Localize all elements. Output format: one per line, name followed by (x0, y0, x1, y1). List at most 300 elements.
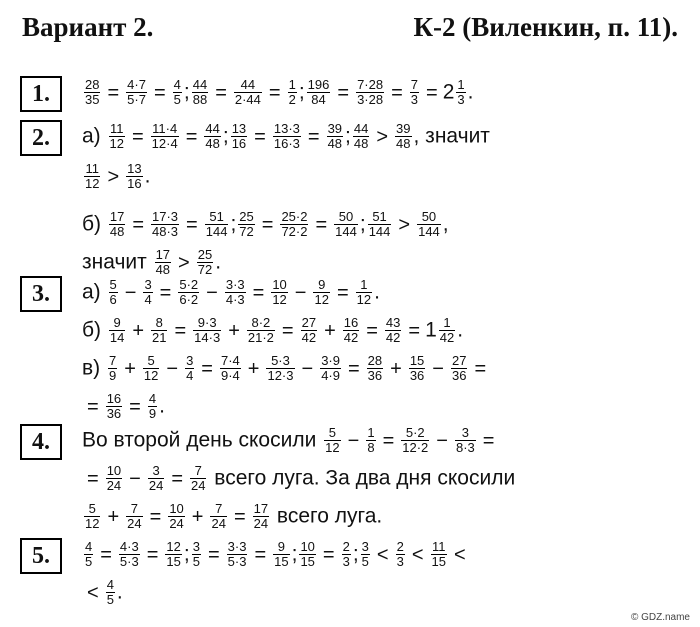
text-segment: а) (82, 124, 107, 148)
denominator: 88 (192, 92, 208, 108)
task-line (82, 532, 471, 576)
operator: − (166, 357, 179, 380)
numerator: 39 (396, 121, 411, 137)
operator: = (153, 81, 166, 104)
text-segment: б) (82, 212, 107, 236)
operator: = (131, 125, 144, 148)
denominator: 15 (300, 554, 315, 570)
text-segment: всего луга. За два дня скосили (208, 466, 516, 490)
numerator: 7 (130, 501, 138, 517)
fraction (385, 316, 401, 345)
denominator: 48 (155, 262, 171, 278)
numerator: 4 (85, 539, 93, 555)
denominator: 15 (274, 554, 289, 570)
fraction (231, 122, 247, 151)
denominator: 12 (143, 368, 159, 384)
text-segment: , значит (413, 124, 490, 148)
numerator: 1 (288, 77, 296, 93)
operator: = (207, 543, 220, 566)
fraction (220, 354, 241, 383)
fraction (439, 316, 455, 345)
fraction (173, 78, 182, 107)
operator: = (482, 429, 495, 452)
denominator: 3 (457, 92, 465, 108)
denominator: 21·2 (247, 330, 274, 346)
fraction (178, 278, 199, 307)
numerator: 5 (109, 277, 117, 293)
denominator: 12 (85, 516, 100, 532)
denominator: 36 (106, 406, 122, 422)
fraction (353, 122, 369, 151)
denominator: 16·3 (273, 136, 300, 152)
fraction (455, 426, 476, 455)
denominator: 5 (361, 554, 369, 570)
numerator: 17 (155, 247, 171, 263)
numerator: 25 (239, 209, 254, 225)
denominator: 3 (396, 554, 404, 570)
denominator: 4·9 (321, 368, 340, 384)
fraction (168, 502, 184, 531)
operator: = (87, 467, 99, 490)
fraction (395, 122, 411, 151)
denominator: 12·3 (267, 368, 294, 384)
operator: = (149, 505, 162, 528)
denominator: 2·44 (234, 92, 261, 108)
denominator: 48 (353, 136, 369, 152)
text-segment: . (215, 250, 222, 274)
operator: = (185, 125, 198, 148)
fraction (320, 354, 341, 383)
numerator: 2 (396, 539, 404, 555)
numerator: 11 (85, 161, 99, 177)
denominator: 6·2 (179, 292, 199, 308)
fraction (151, 210, 179, 239)
denominator: 42 (343, 330, 359, 346)
fraction (84, 162, 100, 191)
operator: = (322, 543, 335, 566)
numerator: 44 (192, 77, 208, 93)
operator: + (247, 357, 260, 380)
text-segment: всего луга. (271, 504, 383, 528)
operator: − (301, 357, 314, 380)
operator: = (337, 81, 350, 104)
operator: − (129, 467, 141, 490)
denominator: 9 (108, 368, 117, 384)
operator: + (107, 505, 120, 528)
fraction (367, 354, 383, 383)
operator: = (100, 543, 112, 566)
denominator: 48 (109, 224, 125, 240)
numerator: 11 (110, 121, 124, 137)
numerator: 4 (148, 391, 157, 407)
task-line (82, 154, 150, 198)
fraction (366, 426, 375, 455)
fraction (247, 316, 275, 345)
numerator: 16 (106, 391, 122, 407)
denominator: 144 (335, 224, 357, 240)
fraction (299, 540, 315, 569)
denominator: 12 (314, 292, 329, 308)
operator: + (390, 357, 402, 380)
fraction (109, 122, 125, 151)
fraction (106, 464, 122, 493)
numerator: 1 (457, 77, 465, 93)
fraction (192, 78, 208, 107)
numerator: 3 (461, 425, 469, 441)
denominator: 24 (211, 516, 226, 532)
text-segment: Во второй день скосили (82, 428, 323, 452)
fraction (356, 78, 384, 107)
text-segment: , (442, 212, 449, 236)
text-segment: . (159, 394, 165, 418)
fraction (143, 354, 159, 383)
task-number: 5. (20, 538, 62, 574)
fraction (356, 278, 372, 307)
mixed-number-integer: 2 (442, 80, 455, 104)
fraction (409, 354, 425, 383)
denominator: 12 (325, 440, 340, 456)
mixed-number-integer: 1 (425, 318, 437, 342)
denominator: 48 (396, 136, 411, 152)
text-segment: ; (222, 124, 229, 148)
fraction (109, 316, 125, 345)
fraction (273, 122, 301, 151)
fraction (324, 426, 340, 455)
task-number: 1. (20, 76, 62, 112)
denominator: 12·4 (151, 136, 178, 152)
numerator: 4·3 (119, 539, 139, 555)
fraction (396, 540, 405, 569)
numerator: 4·7 (127, 77, 146, 93)
operator: = (146, 543, 159, 566)
numerator: 7 (215, 501, 223, 517)
numerator: 39 (327, 121, 343, 137)
operator: = (426, 81, 438, 104)
fraction (126, 162, 142, 191)
denominator: 12 (356, 292, 372, 308)
fraction (327, 122, 343, 151)
fraction (288, 78, 297, 107)
denominator: 16 (127, 176, 142, 192)
denominator: 12·2 (402, 440, 429, 456)
numerator: 13 (127, 161, 142, 177)
denominator: 24 (148, 478, 164, 494)
fraction (313, 278, 329, 307)
fraction (205, 210, 229, 239)
numerator: 3 (361, 539, 369, 555)
denominator: 14·3 (194, 330, 221, 346)
numerator: 50 (338, 209, 354, 225)
denominator: 12 (85, 176, 100, 192)
text-segment: ; (352, 542, 359, 566)
operator: = (347, 357, 360, 380)
operator: < (411, 543, 424, 566)
operator: − (432, 357, 444, 380)
operator: = (391, 81, 403, 104)
denominator: 144 (205, 224, 228, 240)
fraction (109, 278, 118, 307)
fraction (280, 210, 308, 239)
numerator: 13 (231, 121, 247, 137)
text-segment: значит (82, 250, 153, 274)
denominator: 144 (368, 224, 391, 240)
fraction (410, 78, 419, 107)
numerator: 10 (106, 463, 122, 479)
fraction (238, 210, 254, 239)
task-number: 2. (20, 120, 62, 156)
fraction (417, 210, 441, 239)
numerator: 25 (197, 247, 213, 263)
operator: = (107, 81, 120, 104)
text-segment: ; (298, 80, 305, 104)
operator: = (201, 357, 213, 380)
numerator: 10 (300, 539, 315, 555)
numerator: 8 (155, 315, 163, 331)
fraction (204, 122, 220, 151)
fraction (210, 502, 226, 531)
fraction (193, 316, 221, 345)
numerator: 4 (173, 77, 181, 93)
denominator: 72 (197, 262, 213, 278)
operator: = (132, 213, 145, 236)
fraction (84, 78, 100, 107)
numerator: 1 (367, 425, 375, 441)
denominator: 42 (439, 330, 455, 346)
operator: = (307, 125, 320, 148)
operator: = (281, 319, 294, 342)
fraction (148, 464, 164, 493)
fraction (151, 122, 179, 151)
denominator: 5 (173, 92, 181, 108)
fraction (109, 210, 125, 239)
fraction (225, 278, 246, 307)
denominator: 16 (231, 136, 247, 152)
numerator: 3·3 (225, 277, 245, 293)
fraction (119, 540, 140, 569)
operator: = (408, 319, 421, 342)
denominator: 35 (85, 92, 100, 108)
operator: > (376, 125, 389, 148)
fraction (108, 354, 117, 383)
operator: − (436, 429, 448, 452)
denominator: 3 (410, 92, 419, 108)
operator: = (215, 81, 227, 104)
numerator: 27 (301, 315, 317, 331)
numerator: 5 (328, 425, 337, 441)
text-segment: ; (291, 542, 298, 566)
numerator: 28 (367, 353, 383, 369)
fraction (301, 316, 317, 345)
fraction (192, 540, 201, 569)
fraction (84, 540, 93, 569)
operator: = (186, 213, 198, 236)
fraction (271, 278, 287, 307)
numerator: 50 (421, 209, 437, 225)
operator: + (324, 319, 336, 342)
numerator: 9 (318, 277, 326, 293)
text-segment: а) (82, 280, 107, 304)
denominator: 15 (166, 554, 181, 570)
denominator: 48 (327, 136, 343, 152)
text-segment: . (467, 80, 474, 104)
fraction (451, 354, 467, 383)
operator: + (228, 319, 240, 342)
operator: = (233, 505, 246, 528)
fraction (456, 78, 465, 107)
denominator: 72 (239, 224, 254, 240)
operator: = (174, 319, 187, 342)
variant-title: Вариант 2. (22, 12, 154, 42)
fraction (227, 540, 248, 569)
numerator: 10 (272, 277, 287, 293)
operator: = (268, 81, 281, 104)
denominator: 4 (144, 292, 152, 308)
operator: + (132, 319, 145, 342)
numerator: 1 (360, 277, 368, 293)
text-segment: . (116, 580, 123, 604)
text-segment: ; (183, 80, 190, 104)
denominator: 24 (127, 516, 142, 532)
operator: = (336, 281, 349, 304)
denominator: 21 (152, 330, 167, 346)
numerator: 17 (253, 501, 269, 517)
text-segment: ; (359, 212, 366, 236)
operator: + (124, 357, 136, 380)
numerator: 7 (410, 77, 419, 93)
numerator: 44 (205, 121, 220, 137)
operator: = (159, 281, 172, 304)
task-line (82, 70, 473, 114)
numerator: 51 (209, 209, 224, 225)
denominator: 84 (307, 92, 331, 107)
denominator: 5·7 (127, 92, 146, 108)
numerator: 5 (147, 353, 155, 369)
operator: − (124, 281, 137, 304)
numerator: 10 (169, 501, 184, 517)
denominator: 144 (418, 224, 440, 240)
denominator: 8 (367, 440, 375, 456)
operator: − (347, 429, 360, 452)
fraction (234, 78, 262, 107)
fraction (106, 578, 115, 607)
denominator: 4·3 (225, 292, 245, 308)
numerator: 3 (186, 353, 194, 369)
denominator: 9·4 (220, 368, 240, 384)
worksheet-header (22, 12, 678, 48)
numerator: 3 (144, 277, 152, 293)
denominator: 3·28 (357, 92, 384, 108)
text-segment: ; (345, 124, 351, 148)
task-line (82, 114, 490, 158)
operator: = (254, 125, 266, 148)
fraction (151, 316, 167, 345)
operator: > (107, 165, 120, 188)
fraction (126, 502, 142, 531)
text-segment: . (374, 280, 380, 304)
fraction (307, 78, 331, 107)
numerator: 3·3 (227, 539, 247, 555)
fraction (431, 540, 447, 569)
denominator: 24 (191, 478, 206, 494)
denominator: 8·3 (455, 440, 475, 456)
denominator: 5 (106, 592, 114, 608)
numerator: 1 (443, 315, 451, 331)
numerator: 8·2 (251, 315, 271, 331)
numerator: 9 (113, 315, 121, 331)
numerator: 12 (166, 539, 181, 555)
denominator: 48·3 (152, 224, 179, 240)
numerator: 9 (277, 539, 285, 555)
numerator: 43 (385, 315, 401, 331)
operator: = (171, 467, 183, 490)
numerator: 17·3 (152, 209, 179, 225)
numerator: 28 (85, 77, 100, 93)
fraction (106, 392, 122, 421)
numerator: 5·2 (405, 425, 425, 441)
numerator: 5·3 (271, 353, 290, 369)
operator: > (398, 213, 411, 236)
denominator: 72·2 (281, 224, 308, 240)
numerator: 51 (372, 209, 387, 225)
denominator: 36 (367, 368, 383, 384)
denominator: 3 (342, 554, 350, 570)
text-segment: ; (183, 542, 190, 566)
fraction (343, 316, 359, 345)
denominator: 4 (186, 368, 194, 384)
numerator: 3 (152, 463, 160, 479)
fraction (273, 540, 289, 569)
operator: = (366, 319, 378, 342)
task-line (82, 570, 123, 614)
operator: = (315, 213, 328, 236)
denominator: 42 (301, 330, 317, 346)
text-segment: б) (82, 318, 107, 342)
numerator: 4 (106, 577, 114, 593)
operator: < (453, 543, 466, 566)
denominator: 5·3 (227, 554, 247, 570)
operator: − (294, 281, 307, 304)
fraction (334, 210, 358, 239)
numerator: 7·28 (357, 77, 384, 93)
fraction (368, 210, 392, 239)
operator: + (191, 505, 204, 528)
denominator: 12 (109, 136, 124, 152)
fraction (361, 540, 370, 569)
numerator: 11 (432, 539, 446, 555)
operator: − (206, 281, 218, 304)
test-title: К-2 (Виленкин, п. 11). (413, 12, 678, 42)
numerator: 17 (109, 209, 125, 225)
operator: > (178, 251, 190, 274)
operator: < (87, 581, 99, 604)
denominator: 42 (385, 330, 401, 346)
numerator: 44 (353, 121, 369, 137)
numerator: 9·3 (197, 315, 217, 331)
task-number: 4. (20, 424, 62, 460)
numerator: 25·2 (281, 209, 308, 225)
text-segment: в) (82, 356, 106, 380)
numerator: 196 (307, 77, 330, 93)
denominator: 24 (169, 516, 184, 532)
fraction (253, 502, 269, 531)
denominator: 12 (272, 292, 287, 308)
watermark: © GDZ.name (630, 612, 690, 623)
task-number: 3. (20, 276, 62, 312)
numerator: 44 (240, 77, 256, 93)
denominator: 36 (451, 368, 467, 384)
operator: = (129, 395, 141, 418)
denominator: 24 (106, 478, 122, 494)
